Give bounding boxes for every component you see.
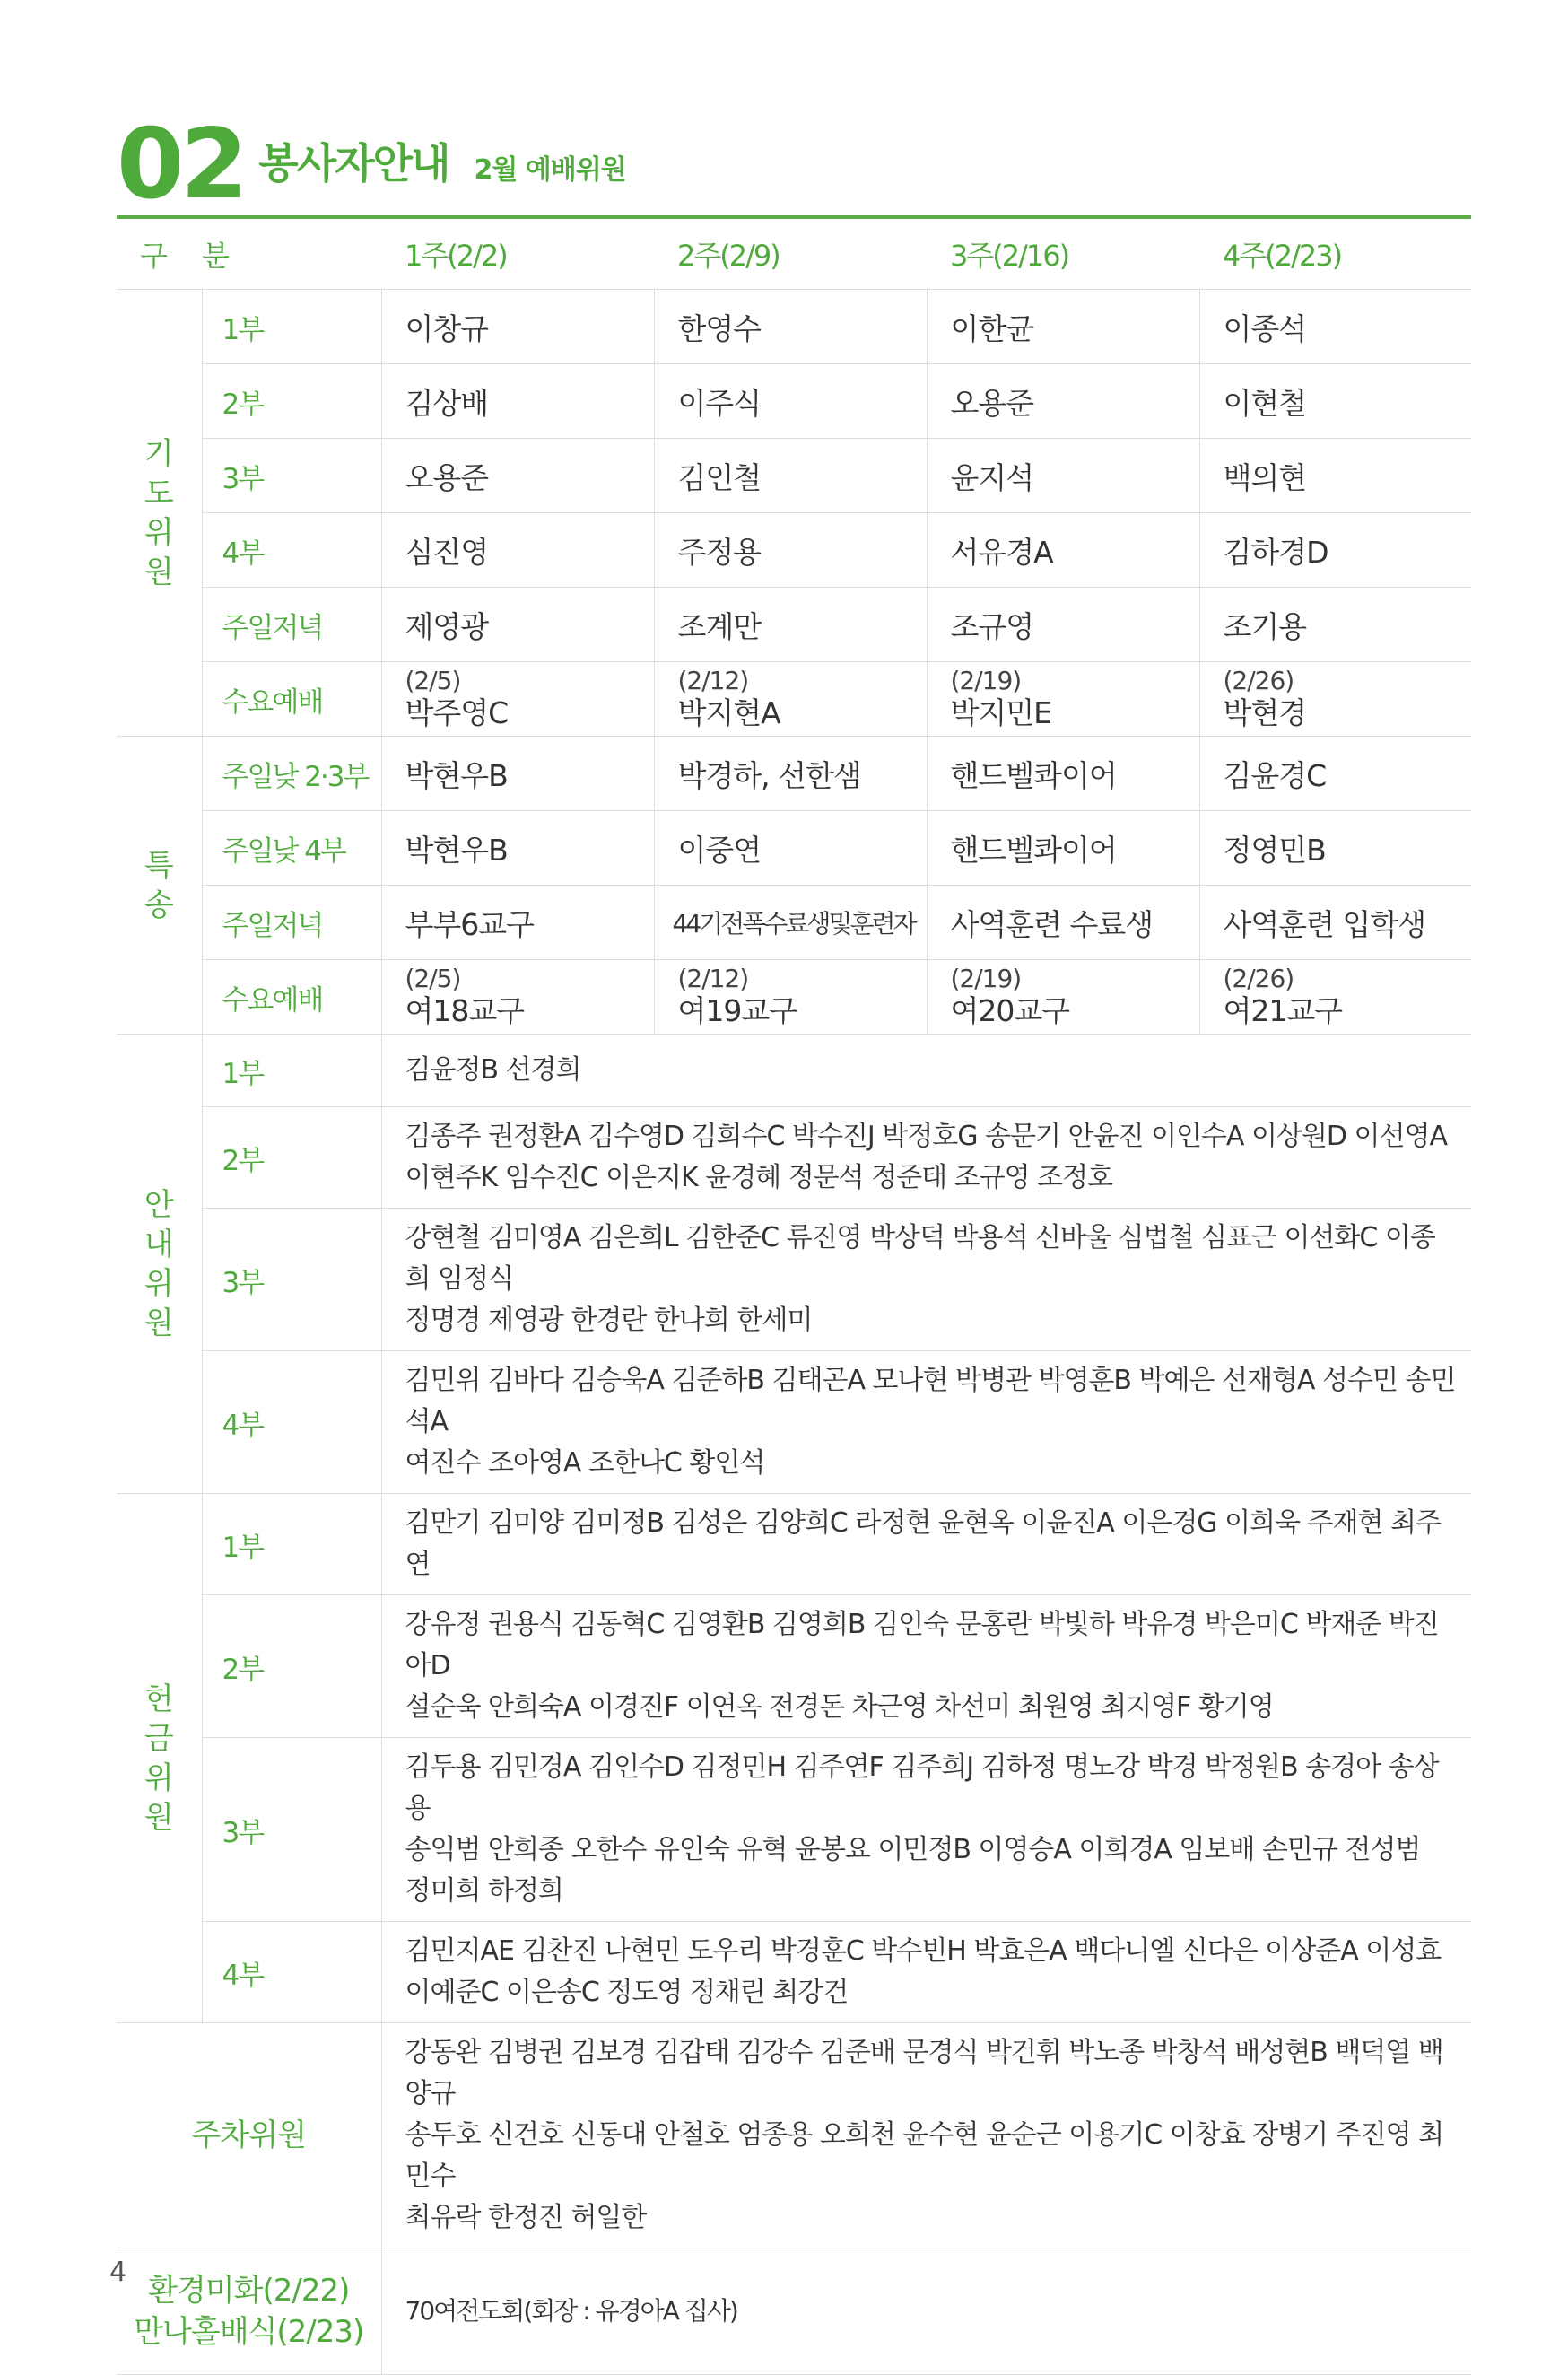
category-header: 구 분 <box>140 239 242 273</box>
row-label: 주일낮 2·3부 <box>202 737 381 811</box>
section-subtitle: 2월 예배위원 <box>474 154 626 186</box>
date-label: (2/5) <box>405 666 461 695</box>
table-row <box>117 1494 1471 1595</box>
row-label: 2부 <box>202 1595 381 1738</box>
name-cell: 김상배 <box>381 364 654 439</box>
row-label: 2부 <box>202 364 381 439</box>
special-category <box>117 737 202 1035</box>
row-label: 1부 <box>202 1494 381 1595</box>
table-row <box>117 737 1471 811</box>
table-row <box>117 513 1471 588</box>
row-label: 수요예배 <box>202 662 381 737</box>
offering-label: 헌금위원 <box>144 1681 174 1836</box>
week-1-header: 1주(2/2) <box>405 239 507 273</box>
table-row <box>117 439 1471 513</box>
name-list <box>381 1209 1471 1351</box>
table-row <box>117 662 1471 737</box>
usher-category <box>117 1035 202 1494</box>
name-text: 박현경 <box>1223 695 1307 730</box>
name-cell: 한영수 <box>654 290 927 364</box>
name-line: 송두호 신건호 신동대 안철호 엄종용 오희천 윤수현 윤순근 이용기C 이창효 장병기 주진영 최민수 <box>405 2119 1444 2192</box>
row-label: 주일저녁 <box>202 886 381 960</box>
row-label: 3부 <box>202 1209 381 1351</box>
name-cell: 조계만 <box>654 588 927 662</box>
section-number: 02 <box>117 109 245 221</box>
row-label: 수요예배 <box>202 960 381 1035</box>
name-cell: 박현우B <box>381 811 654 886</box>
name-cell: 사역훈련 입학생 <box>1223 906 1426 942</box>
name-cell: 백의현 <box>1223 459 1307 495</box>
table-row <box>117 1738 1471 1922</box>
name-cell: 이한균 <box>927 290 1199 364</box>
name-line: 이예준C 이은송C 정도영 정채린 최강건 <box>405 1977 849 2008</box>
name-line: 김민위 김바다 김승욱A 김준하B 김태곤A 모나현 박병관 박영훈B 박예은 선재형A 성수민 송민석A <box>405 1365 1456 1437</box>
name-line: 정미희 하정희 <box>405 1875 563 1907</box>
offering-category <box>117 1494 202 2023</box>
name-cell: 핸드벨콰이어 <box>927 811 1199 886</box>
date-label: (2/19) <box>950 964 1022 993</box>
table-row <box>117 1595 1471 1738</box>
name-cell: 이주식 <box>654 364 927 439</box>
table-row <box>117 1035 1471 1107</box>
row-label: 4부 <box>202 1922 381 2023</box>
name-cell: 심진영 <box>381 513 654 588</box>
name-cell: 김하경D <box>1223 534 1328 570</box>
name-text: 여21교구 <box>1223 993 1343 1028</box>
name-cell: 사역훈련 수료생 <box>927 886 1199 960</box>
name-cell: 이현철 <box>1223 385 1307 421</box>
name-list <box>381 1107 1471 1209</box>
name-cell: 이중연 <box>654 811 927 886</box>
row-label: 2부 <box>202 1107 381 1209</box>
name-line: 이현주K 임수진C 이은지K 윤경혜 정문석 정준태 조규영 조정호 <box>405 1162 1113 1193</box>
name-cell: 오용준 <box>381 439 654 513</box>
name-cell: 박경하, 선한샘 <box>654 737 927 811</box>
name-cell: 서유경A <box>927 513 1199 588</box>
name-text: 박주영C <box>405 695 509 730</box>
name-text: 박지현A <box>677 695 780 730</box>
name-line: 강유정 권용식 김동혁C 김영환B 김영희B 김인숙 문홍란 박빛하 박유경 박은미C 박재준 박진아D <box>405 1609 1439 1681</box>
name-cell: 오용준 <box>927 364 1199 439</box>
name-cell <box>927 662 1199 737</box>
name-line: 여진수 조아영A 조한나C 황인석 <box>405 1447 765 1479</box>
name-cell: 윤지석 <box>927 439 1199 513</box>
table-row <box>117 2023 1471 2248</box>
name-line: 김윤정B 선경희 <box>405 1054 581 1086</box>
name-line: 김민지AE 김찬진 나현민 도우리 박경훈C 박수빈H 박효은A 백다니엘 신다은 이상준A 이성효 <box>405 1935 1442 1967</box>
name-line: 송익범 안희종 오한수 유인숙 유혁 윤봉요 이민정B 이영승A 이희경A 임보배 손민규 전성범 <box>405 1834 1421 1865</box>
name-text: 여19교구 <box>677 993 797 1028</box>
week-2-header: 2주(2/9) <box>677 239 780 273</box>
table-row <box>117 1107 1471 1209</box>
date-label: (2/19) <box>950 666 1022 695</box>
prayer-category <box>117 290 202 737</box>
section-title: 봉사자안내 <box>258 139 449 188</box>
name-cell <box>381 662 654 737</box>
week-3-header: 3주(2/16) <box>950 239 1069 273</box>
table-header-row <box>117 217 1471 290</box>
name-list <box>381 1738 1471 1922</box>
table-row <box>117 886 1471 960</box>
name-cell: 김인철 <box>654 439 927 513</box>
table-row <box>117 1351 1471 1494</box>
parking-label: 주차위원 <box>117 2023 381 2248</box>
row-label: 3부 <box>202 1738 381 1922</box>
row-label: 주일저녁 <box>202 588 381 662</box>
name-cell: 44기전폭수료생및훈련자 <box>654 886 927 960</box>
name-list <box>381 2023 1471 2248</box>
name-list <box>381 1494 1471 1595</box>
table-row <box>117 364 1471 439</box>
environment-label <box>117 2248 381 2375</box>
name-cell <box>1199 662 1471 737</box>
date-label: (2/12) <box>677 666 749 695</box>
name-cell <box>654 960 927 1035</box>
page-number: 4 <box>109 2257 127 2288</box>
row-label: 4부 <box>202 1351 381 1494</box>
name-cell <box>654 662 927 737</box>
special-label: 특송 <box>144 847 174 923</box>
usher-label: 안내위원 <box>144 1186 174 1341</box>
volunteer-roster-table <box>117 215 1471 2375</box>
date-label: (2/26) <box>1223 666 1294 695</box>
name-text: 박지민E <box>950 695 1051 730</box>
name-line: 정명경 제영광 한경란 한나희 한세미 <box>405 1305 813 1336</box>
table-row <box>117 811 1471 886</box>
row-label: 3부 <box>202 439 381 513</box>
name-cell: 정영민B <box>1223 832 1326 868</box>
table-row <box>117 1209 1471 1351</box>
date-label: (2/26) <box>1223 964 1294 993</box>
table-row <box>117 588 1471 662</box>
name-cell <box>1199 960 1471 1035</box>
label-line: 만나홀배식(2/23) <box>134 2314 364 2350</box>
name-line: 최유락 한정진 허일한 <box>405 2202 647 2233</box>
name-line: 김종주 권정환A 김수영D 김희수C 박수진J 박정호G 송문기 안윤진 이인수A 이상원D 이선영A <box>405 1121 1448 1152</box>
name-cell: 부부6교구 <box>381 886 654 960</box>
row-label: 1부 <box>202 1035 381 1107</box>
name-list <box>381 1595 1471 1738</box>
name-line: 김두용 김민경A 김인수D 김정민H 김주연F 김주희J 김하정 명노강 박경 박정원B 송경아 송상용 <box>405 1751 1439 1824</box>
name-line: 강동완 김병권 김보경 김갑태 김강수 김준배 문경식 박건휘 박노종 박창석 배성현B 백덕열 백양규 <box>405 2037 1443 2109</box>
name-list <box>381 1351 1471 1494</box>
environment-text: 70여전도회(회장 : 유경아A 집사) <box>405 2296 737 2326</box>
name-cell: 이창규 <box>381 290 654 364</box>
row-label: 주일낮 4부 <box>202 811 381 886</box>
name-cell: 조규영 <box>927 588 1199 662</box>
table-row <box>117 290 1471 364</box>
name-cell: 이종석 <box>1223 310 1307 346</box>
date-label: (2/12) <box>677 964 749 993</box>
name-cell <box>381 960 654 1035</box>
name-text: 여20교구 <box>950 993 1070 1028</box>
name-cell: 조기용 <box>1223 608 1307 644</box>
table-row <box>117 2248 1471 2375</box>
name-line: 강현철 김미영A 김은희L 김한준C 류진영 박상덕 박용석 신바울 심법철 심표근 이선화C 이종희 임정식 <box>405 1222 1435 1295</box>
name-cell: 박현우B <box>381 737 654 811</box>
name-list <box>381 1922 1471 2023</box>
table-row <box>117 960 1471 1035</box>
table-row <box>117 1922 1471 2023</box>
prayer-label: 기도위원 <box>144 435 174 590</box>
name-list <box>381 1035 1471 1107</box>
row-label: 4부 <box>202 513 381 588</box>
name-cell: 김윤경C <box>1223 757 1327 793</box>
name-line: 설순욱 안희숙A 이경진F 이연옥 전경돈 차근영 차선미 최원영 최지영F 황기영 <box>405 1691 1274 1723</box>
name-text: 여18교구 <box>405 993 525 1028</box>
name-cell: 주정용 <box>654 513 927 588</box>
name-line: 김만기 김미양 김미정B 김성은 김양희C 라정현 윤현옥 이윤진A 이은경G 이희욱 주재현 최주연 <box>405 1507 1441 1580</box>
name-cell <box>927 960 1199 1035</box>
label-line: 환경미화(2/22) <box>148 2273 350 2309</box>
name-cell: 핸드벨콰이어 <box>927 737 1199 811</box>
row-label: 1부 <box>202 290 381 364</box>
date-label: (2/5) <box>405 964 461 993</box>
week-4-header: 4주(2/23) <box>1223 239 1342 273</box>
section-header <box>117 106 626 221</box>
name-cell: 제영광 <box>381 588 654 662</box>
